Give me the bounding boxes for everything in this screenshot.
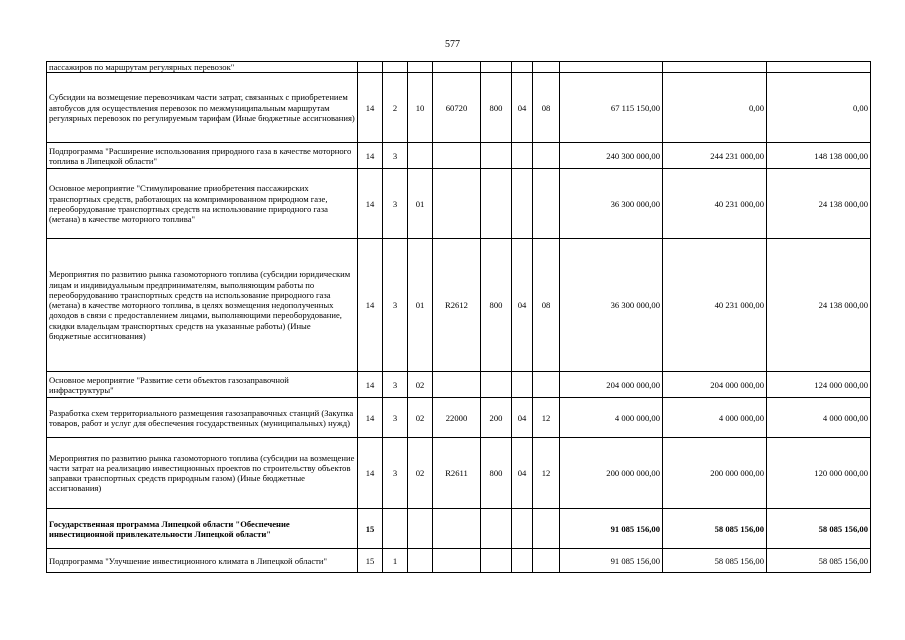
cell-amount-year1: 200 000 000,00 xyxy=(560,438,663,509)
cell-amount-year3 xyxy=(767,62,871,73)
cell-amount-year3: 24 138 000,00 xyxy=(767,239,871,372)
cell-amount-year1: 4 000 000,00 xyxy=(560,398,663,438)
cell-name: Подпрограмма "Улучшение инвестиционного климата в Липецкой области" xyxy=(47,549,358,573)
cell-amount-year1: 204 000 000,00 xyxy=(560,372,663,398)
cell-amount-year3: 58 085 156,00 xyxy=(767,549,871,573)
table-row xyxy=(47,509,871,549)
table-row xyxy=(47,169,871,239)
cell-pp xyxy=(383,509,408,549)
cell-gp: 14 xyxy=(358,73,383,143)
cell-amount-year2: 58 085 156,00 xyxy=(663,549,767,573)
cell-amount-year2: 40 231 000,00 xyxy=(663,169,767,239)
cell-direction: R2611 xyxy=(433,438,481,509)
cell-pp: 3 xyxy=(383,398,408,438)
cell-pp: 3 xyxy=(383,169,408,239)
cell-expense-type xyxy=(481,62,512,73)
cell-amount-year3: 0,00 xyxy=(767,73,871,143)
cell-gp xyxy=(358,62,383,73)
cell-amount-year2: 200 000 000,00 xyxy=(663,438,767,509)
cell-expense-type xyxy=(481,169,512,239)
cell-om: 01 xyxy=(408,239,433,372)
cell-amount-year1: 67 115 150,00 xyxy=(560,73,663,143)
cell-pp: 3 xyxy=(383,372,408,398)
cell-subsection: 12 xyxy=(533,438,560,509)
cell-om xyxy=(408,549,433,573)
cell-expense-type: 800 xyxy=(481,239,512,372)
cell-section xyxy=(512,62,533,73)
cell-section: 04 xyxy=(512,438,533,509)
cell-expense-type: 200 xyxy=(481,398,512,438)
cell-subsection: 08 xyxy=(533,239,560,372)
cell-om: 10 xyxy=(408,73,433,143)
cell-gp: 14 xyxy=(358,143,383,169)
cell-gp: 15 xyxy=(358,549,383,573)
cell-section xyxy=(512,143,533,169)
cell-section xyxy=(512,169,533,239)
cell-amount-year3: 58 085 156,00 xyxy=(767,509,871,549)
cell-expense-type xyxy=(481,509,512,549)
page-number: 577 xyxy=(445,39,460,50)
cell-amount-year3: 124 000 000,00 xyxy=(767,372,871,398)
cell-om: 01 xyxy=(408,169,433,239)
budget-table xyxy=(46,61,871,573)
table-body xyxy=(47,62,871,573)
cell-direction: R2612 xyxy=(433,239,481,372)
cell-subsection xyxy=(533,549,560,573)
cell-expense-type xyxy=(481,549,512,573)
cell-pp: 3 xyxy=(383,143,408,169)
cell-section xyxy=(512,372,533,398)
cell-pp: 1 xyxy=(383,549,408,573)
cell-section xyxy=(512,509,533,549)
cell-amount-year2: 58 085 156,00 xyxy=(663,509,767,549)
cell-om xyxy=(408,143,433,169)
cell-name: Мероприятия по развитию рынка газомоторного топлива (субсидии юридическим лицам и индивидуальным предпринимателям, выполняющим работы по переоборудованию транспортных средств на использование природного газа (метана) в качестве моторного топлива, в целях возмещения недополученных доходов в связи с предоставлением лицами, выполняющими переоборудование, скидки владельцам транспортных средств на указанные работы) (Иные бюджетные ассигнования) xyxy=(47,239,358,372)
cell-subsection xyxy=(533,62,560,73)
cell-name: Мероприятия по развитию рынка газомоторного топлива (субсидии на возмещение части затрат на реализацию инвестиционных проектов по строительству объектов заправки транспортных средств природным газом) (Иные бюджетные ассигнования) xyxy=(47,438,358,509)
cell-om xyxy=(408,62,433,73)
cell-expense-type xyxy=(481,143,512,169)
cell-pp: 3 xyxy=(383,438,408,509)
cell-expense-type xyxy=(481,372,512,398)
cell-pp: 3 xyxy=(383,239,408,372)
table-row xyxy=(47,62,871,73)
cell-name: Подпрограмма "Расширение использования природного газа в качестве моторного топлива в Липецкой области" xyxy=(47,143,358,169)
cell-name: Разработка схем территориального размещения газозаправочных станций (Закупка товаров, работ и услуг для обеспечения государственных (муниципальных) нужд) xyxy=(47,398,358,438)
cell-gp: 14 xyxy=(358,438,383,509)
cell-gp: 15 xyxy=(358,509,383,549)
cell-amount-year3: 120 000 000,00 xyxy=(767,438,871,509)
cell-amount-year3: 148 138 000,00 xyxy=(767,143,871,169)
cell-amount-year2: 204 000 000,00 xyxy=(663,372,767,398)
cell-amount-year1: 240 300 000,00 xyxy=(560,143,663,169)
cell-amount-year1: 91 085 156,00 xyxy=(560,549,663,573)
cell-om xyxy=(408,509,433,549)
cell-amount-year1 xyxy=(560,62,663,73)
cell-name: Основное мероприятие "Развитие сети объектов газозаправочной инфраструктуры" xyxy=(47,372,358,398)
cell-direction xyxy=(433,62,481,73)
cell-amount-year3: 24 138 000,00 xyxy=(767,169,871,239)
cell-amount-year3: 4 000 000,00 xyxy=(767,398,871,438)
cell-name: Субсидии на возмещение перевозчикам части затрат, связанных с приобретением автобусов для осуществления перевозок по межмуниципальным маршрутам регулярных перевозок по регулируемым тарифам (Иные бюджетные ассигнования) xyxy=(47,73,358,143)
cell-amount-year2: 40 231 000,00 xyxy=(663,239,767,372)
cell-direction xyxy=(433,169,481,239)
cell-amount-year2: 0,00 xyxy=(663,73,767,143)
cell-gp: 14 xyxy=(358,239,383,372)
cell-amount-year2 xyxy=(663,62,767,73)
cell-amount-year1: 36 300 000,00 xyxy=(560,239,663,372)
cell-expense-type: 800 xyxy=(481,438,512,509)
cell-section: 04 xyxy=(512,398,533,438)
cell-section: 04 xyxy=(512,73,533,143)
cell-section xyxy=(512,549,533,573)
table-row xyxy=(47,398,871,438)
cell-subsection xyxy=(533,509,560,549)
cell-om: 02 xyxy=(408,438,433,509)
cell-gp: 14 xyxy=(358,169,383,239)
cell-amount-year1: 36 300 000,00 xyxy=(560,169,663,239)
cell-om: 02 xyxy=(408,372,433,398)
table-row xyxy=(47,73,871,143)
cell-name: Основное мероприятие "Стимулирование приобретения пассажирских транспортных средств, работающих на компримированном природном газе, переоборудование транспортных средств на использование природного газа (метана) в качестве моторного топлива" xyxy=(47,169,358,239)
cell-om: 02 xyxy=(408,398,433,438)
table-row xyxy=(47,239,871,372)
cell-name: пассажиров по маршрутам регулярных перевозок" xyxy=(47,62,358,73)
cell-direction xyxy=(433,372,481,398)
cell-amount-year2: 244 231 000,00 xyxy=(663,143,767,169)
cell-subsection xyxy=(533,169,560,239)
cell-name: Государственная программа Липецкой области "Обеспечение инвестиционной привлекательности Липецкой области" xyxy=(47,509,358,549)
cell-subsection xyxy=(533,372,560,398)
cell-pp xyxy=(383,62,408,73)
cell-amount-year1: 91 085 156,00 xyxy=(560,509,663,549)
cell-direction xyxy=(433,549,481,573)
cell-subsection: 08 xyxy=(533,73,560,143)
cell-direction xyxy=(433,143,481,169)
cell-section: 04 xyxy=(512,239,533,372)
table-row xyxy=(47,549,871,573)
cell-pp: 2 xyxy=(383,73,408,143)
table-row xyxy=(47,372,871,398)
cell-subsection xyxy=(533,143,560,169)
cell-expense-type: 800 xyxy=(481,73,512,143)
cell-gp: 14 xyxy=(358,372,383,398)
table-row xyxy=(47,438,871,509)
table-row xyxy=(47,143,871,169)
cell-direction: 60720 xyxy=(433,73,481,143)
cell-amount-year2: 4 000 000,00 xyxy=(663,398,767,438)
cell-direction: 22000 xyxy=(433,398,481,438)
cell-subsection: 12 xyxy=(533,398,560,438)
cell-gp: 14 xyxy=(358,398,383,438)
cell-direction xyxy=(433,509,481,549)
